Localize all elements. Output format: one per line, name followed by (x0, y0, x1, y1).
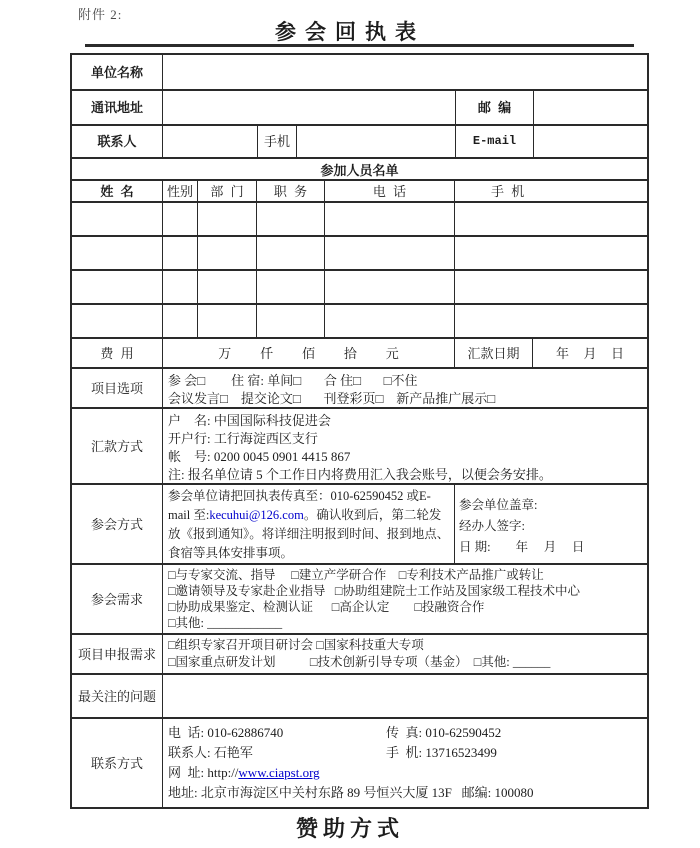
stamp-line[interactable]: 参会单位盖章: (459, 498, 538, 512)
roster-header-row (72, 181, 647, 203)
roster-cell-phone[interactable] (325, 305, 455, 337)
roster-header-sex: 性别 (163, 181, 198, 201)
address-label: 通讯地址 (72, 91, 163, 124)
contact-line-person-mobile (168, 743, 642, 763)
roster-row (72, 271, 647, 305)
postcode-label: 邮 编 (456, 91, 534, 124)
payment-note: 注: 报名单位请 5 个工作日内将费用汇入我会账号，以便会务安排。 (168, 467, 552, 482)
fee-label: 费 用 (72, 339, 163, 367)
roster-cell-name[interactable] (72, 271, 163, 303)
roster-header-dept: 部 门 (198, 181, 257, 201)
address-row (72, 91, 647, 126)
mobile-field[interactable] (297, 126, 456, 157)
attend-text-after: 。确认收到后，第二轮发放《报到通知》。将详细注明报到时间、报到地点、食宿等具体安排事项。 (168, 508, 450, 560)
options-row (72, 369, 647, 409)
roster-cell-mobile[interactable] (455, 305, 647, 337)
attend-text-before: 参会单位请把回执表传真至：010-62590452 或E-mail 至: (168, 489, 431, 522)
needs-checkbox-line-1[interactable]: □与专家交流、指导 □建立产学研合作 □专利技术产品推广或转让 (168, 568, 544, 582)
needs-row (72, 565, 647, 635)
project-checkbox-line-2[interactable]: □国家重点研发计划 □技术创新引导专项（基金） □其他: ______ (168, 655, 551, 669)
roster-cell-dept[interactable] (198, 237, 257, 269)
contact-label: 联系人 (72, 126, 163, 157)
email-label: E-mail (456, 126, 534, 157)
roster-cell-name[interactable] (72, 203, 163, 235)
roster-cell-phone[interactable] (325, 271, 455, 303)
roster-cell-duty[interactable] (257, 271, 325, 303)
remit-date-label: 汇款日期 (455, 339, 533, 367)
date-line[interactable]: 日 期: 年 月 日 (459, 540, 585, 554)
project-row (72, 635, 647, 675)
roster-header-name: 姓 名 (72, 181, 163, 201)
contact-field[interactable] (163, 126, 258, 157)
roster-header-mobile: 手 机 (491, 183, 525, 199)
roster-cell-name[interactable] (72, 237, 163, 269)
remit-date-field[interactable]: 年 月 日 (556, 345, 624, 361)
contact-address: 地址: 北京市海淀区中关村东路 89 号恒兴大厦 13F 邮编: 100080 (168, 785, 534, 800)
postcode-field[interactable] (534, 91, 647, 124)
contact-mobile: 手 机: 13716523499 (386, 745, 497, 760)
roster-row (72, 305, 647, 339)
project-content (163, 635, 647, 673)
payment-label: 汇款方式 (72, 409, 163, 483)
unit-name-label: 单位名称 (72, 55, 163, 89)
needs-checkbox-line-3[interactable]: □协助成果鉴定、检测认证 □高企认定 □投融资合作 (168, 600, 485, 614)
needs-content (163, 565, 647, 633)
reply-form-table (70, 53, 649, 809)
attachment-label: 附件 2: (78, 7, 123, 22)
page-title: 参会回执表 (275, 21, 425, 44)
contact-person: 联系人: 石艳军 (168, 745, 253, 760)
email-link[interactable]: kecuhui@126.com (209, 508, 304, 522)
roster-cell-sex[interactable] (163, 203, 198, 235)
fee-units[interactable]: 万 仟 佰 拾 元 (163, 339, 455, 367)
roster-cell-dept[interactable] (198, 305, 257, 337)
roster-cell-sex[interactable] (163, 305, 198, 337)
project-checkbox-line-1[interactable]: □组织专家召开项目研讨会 □国家科技重大专项 (168, 638, 424, 652)
roster-cell-dept[interactable] (198, 203, 257, 235)
unit-name-field[interactable] (163, 55, 647, 89)
attend-signature-area (455, 485, 647, 563)
unit-name-row (72, 55, 647, 91)
contact-info-label: 联系方式 (72, 719, 163, 807)
needs-label: 参会需求 (72, 565, 163, 633)
concern-label: 最关注的问题 (72, 675, 163, 717)
email-field[interactable] (534, 126, 647, 157)
contact-person-row (72, 126, 647, 159)
sign-line[interactable]: 经办人签字: (459, 519, 525, 533)
roster-cell-mobile[interactable] (455, 203, 647, 235)
address-field[interactable] (163, 91, 456, 124)
options-line-2[interactable]: 会议发言□ 提交论文□ 刊登彩页□ 新产品推广展示□ (168, 391, 496, 406)
payment-bank: 开户行: 工行海淀西区支行 (168, 431, 318, 446)
options-line-1[interactable]: 参 会□ 住 宿: 单间□ 合 住□ □不住 (168, 373, 418, 388)
roster-cell-dept[interactable] (198, 271, 257, 303)
roster-title-row (72, 159, 647, 181)
roster-header-phone: 电 话 (325, 181, 455, 201)
roster-cell-duty[interactable] (257, 305, 325, 337)
roster-cell-mobile[interactable] (455, 237, 647, 269)
roster-cell-mobile[interactable] (455, 271, 647, 303)
website-prefix: 网 址: http:// (168, 765, 239, 780)
roster-cell-sex[interactable] (163, 237, 198, 269)
roster-cell-duty[interactable] (257, 237, 325, 269)
roster-row (72, 203, 647, 237)
contact-phone: 电 话: 010-62886740 (168, 725, 284, 740)
contact-info-content (163, 719, 647, 807)
roster-cell-phone[interactable] (325, 203, 455, 235)
needs-checkbox-line-2[interactable]: □邀请领导及专家赴企业指导 □协助组建院士工作站及国家级工程技术中心 (168, 584, 580, 598)
website-link[interactable]: www.ciapst.org (238, 765, 320, 780)
options-label: 项目选项 (72, 369, 163, 407)
roster-row (72, 237, 647, 271)
roster-cell-phone[interactable] (325, 237, 455, 269)
payment-account-name: 户 名: 中国国际科技促进会 (168, 413, 331, 428)
footer-title: 赞助方式 (295, 816, 404, 841)
payment-account-number: 帐 号: 0200 0045 0901 4415 867 (168, 449, 351, 464)
roster-cell-name[interactable] (72, 305, 163, 337)
attend-row (72, 485, 647, 565)
contact-line-website (168, 763, 642, 783)
contact-fax: 传 真: 010-62590452 (386, 725, 502, 740)
payment-content (163, 409, 647, 483)
attend-instructions (163, 485, 455, 563)
contact-info-row (72, 719, 647, 807)
title-underline (85, 44, 634, 47)
roster-cell-duty[interactable] (257, 203, 325, 235)
payment-row (72, 409, 647, 485)
concern-field[interactable] (163, 675, 647, 717)
contact-line-phone-fax (168, 723, 642, 743)
fee-row (72, 339, 647, 369)
roster-cell-sex[interactable] (163, 271, 198, 303)
attend-label: 参会方式 (72, 485, 163, 563)
concern-row (72, 675, 647, 719)
roster-title: 参加人员名单 (320, 162, 399, 178)
roster-header-duty: 职 务 (257, 181, 325, 201)
mobile-label: 手机 (258, 126, 297, 157)
needs-checkbox-line-4[interactable]: □其他: ____________ (168, 616, 283, 630)
options-content (163, 369, 647, 407)
project-label: 项目申报需求 (72, 635, 163, 673)
